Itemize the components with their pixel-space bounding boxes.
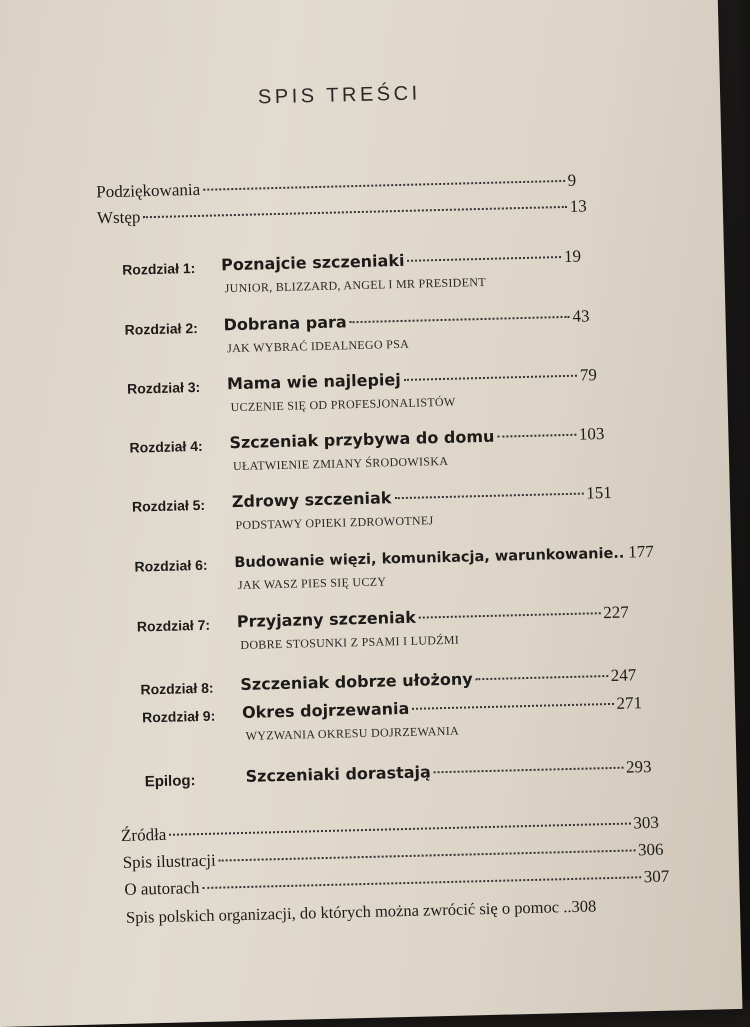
entry-label: Podziękowania — [96, 179, 201, 202]
leader-dots — [434, 767, 623, 774]
leader-dots — [476, 675, 608, 680]
toc-entry-chapter-5 — [232, 483, 612, 512]
toc-entry-chapter-3 — [227, 365, 597, 394]
entry-page: 306 — [637, 839, 664, 860]
chapter-title: Szczeniak dobrze ułożony — [240, 669, 473, 695]
leader-dots — [143, 206, 566, 218]
leader-dots — [219, 849, 635, 861]
entry-page: 247 — [610, 665, 637, 685]
toc-entry-epilogue — [245, 757, 651, 787]
chapter-subtitle: JUNIOR, BLIZZARD, ANGEL I MR PRESIDENT — [224, 274, 487, 296]
entry-page: 293 — [625, 757, 652, 777]
chapter-label: Rozdział 7: — [136, 616, 211, 635]
chapter-label: Rozdział 9: — [141, 707, 216, 726]
leader-dots — [419, 612, 600, 618]
chapter-label: Rozdział 4: — [129, 437, 203, 456]
epilogue-label: Epilog: — [144, 772, 196, 791]
entry-label: Spis ilustracji — [122, 850, 216, 872]
entry-label: Źródła — [120, 824, 167, 845]
chapter-title: Zdrowy szczeniak — [231, 488, 392, 512]
entry-page: 227 — [602, 602, 629, 623]
leader-dots — [407, 256, 561, 262]
toc-entry-back-2 — [124, 867, 669, 900]
chapter-label: Rozdział 6: — [134, 556, 208, 575]
chapter-label: Rozdział 1: — [122, 260, 196, 278]
chapter-subtitle: PODSTAWY OPIEKI ZDROWOTNEJ — [235, 513, 434, 533]
entry-page: 151 — [586, 482, 613, 503]
chapter-subtitle: UŁATWIENIE ZMIANY ŚRODOWISKA — [232, 453, 449, 474]
leader-dots — [350, 316, 570, 323]
entry-page: 9 — [567, 170, 577, 190]
entry-page: 308 — [571, 896, 597, 916]
entry-label: Wstęp — [96, 207, 141, 228]
chapter-title: Budowanie więzi, komunikacja, warunkowanie.. — [234, 545, 625, 572]
toc-entry-chapter-8 — [240, 665, 636, 695]
entry-page: 103 — [578, 424, 605, 444]
leader-dots — [202, 876, 640, 889]
toc-entry-chapter-9 — [242, 693, 642, 723]
entry-page: 13 — [569, 196, 588, 216]
chapter-label: Rozdział 3: — [126, 378, 201, 397]
chapter-title: Poznajcie szczeniaki — [220, 250, 405, 275]
toc-entry-front-1 — [97, 196, 587, 228]
toc-entry-chapter-2 — [223, 306, 589, 335]
entry-page: 19 — [563, 246, 582, 266]
chapter-title: Dobrana para — [223, 312, 347, 335]
chapter-subtitle: DOBRE STOSUNKI Z PSAMI I LUDŹMI — [240, 632, 460, 653]
toc-entry-back-3 — [126, 894, 678, 927]
leader-dots — [203, 180, 565, 191]
entry-page: 43 — [572, 306, 590, 326]
toc-entry-chapter-1 — [221, 247, 581, 276]
chapter-subtitle: JAK WASZ PIES SIĘ UCZY — [237, 574, 387, 593]
chapter-label: Rozdział 8: — [140, 679, 214, 698]
chapter-subtitle: WYZWANIA OKRESU DOJRZEWANIA — [245, 723, 460, 743]
leader-dots — [394, 493, 583, 500]
chapter-title: Przyjazny szczeniak — [236, 607, 417, 632]
chapter-label: Rozdział 2: — [124, 319, 198, 338]
entry-page: 303 — [633, 812, 660, 833]
leader-dots — [404, 375, 577, 381]
chapter-title: Mama wie najlepiej — [226, 370, 401, 394]
page-title: SPIS TREŚCI — [257, 82, 421, 109]
entry-page: 79 — [579, 365, 598, 385]
toc-entry-chapter-7 — [237, 603, 629, 633]
entry-page: 271 — [616, 693, 643, 713]
leader-dots — [169, 823, 630, 836]
entry-label: Spis polskich organizacji, do których można zwrócić się o pomoc .. — [125, 897, 572, 927]
chapter-subtitle: UCZENIE SIĘ OD PROFESJONALISTÓW — [230, 394, 456, 415]
toc-entry-chapter-4 — [229, 424, 604, 453]
entry-label: O autorach — [124, 878, 200, 899]
entry-page: 307 — [643, 866, 670, 887]
leader-dots — [412, 703, 613, 710]
chapter-subtitle: JAK WYBRAĆ IDEALNEGO PSA — [226, 336, 410, 356]
chapter-title: Szczeniaki dorastają — [245, 762, 432, 786]
chapter-title: Okres dojrzewania — [241, 698, 410, 722]
entry-page: 177 — [628, 541, 655, 562]
chapter-label: Rozdział 5: — [131, 496, 206, 515]
chapter-title: Szczeniak przybywa do domu — [229, 426, 495, 453]
leader-dots — [497, 434, 576, 438]
toc-entry-chapter-6 — [234, 541, 655, 572]
